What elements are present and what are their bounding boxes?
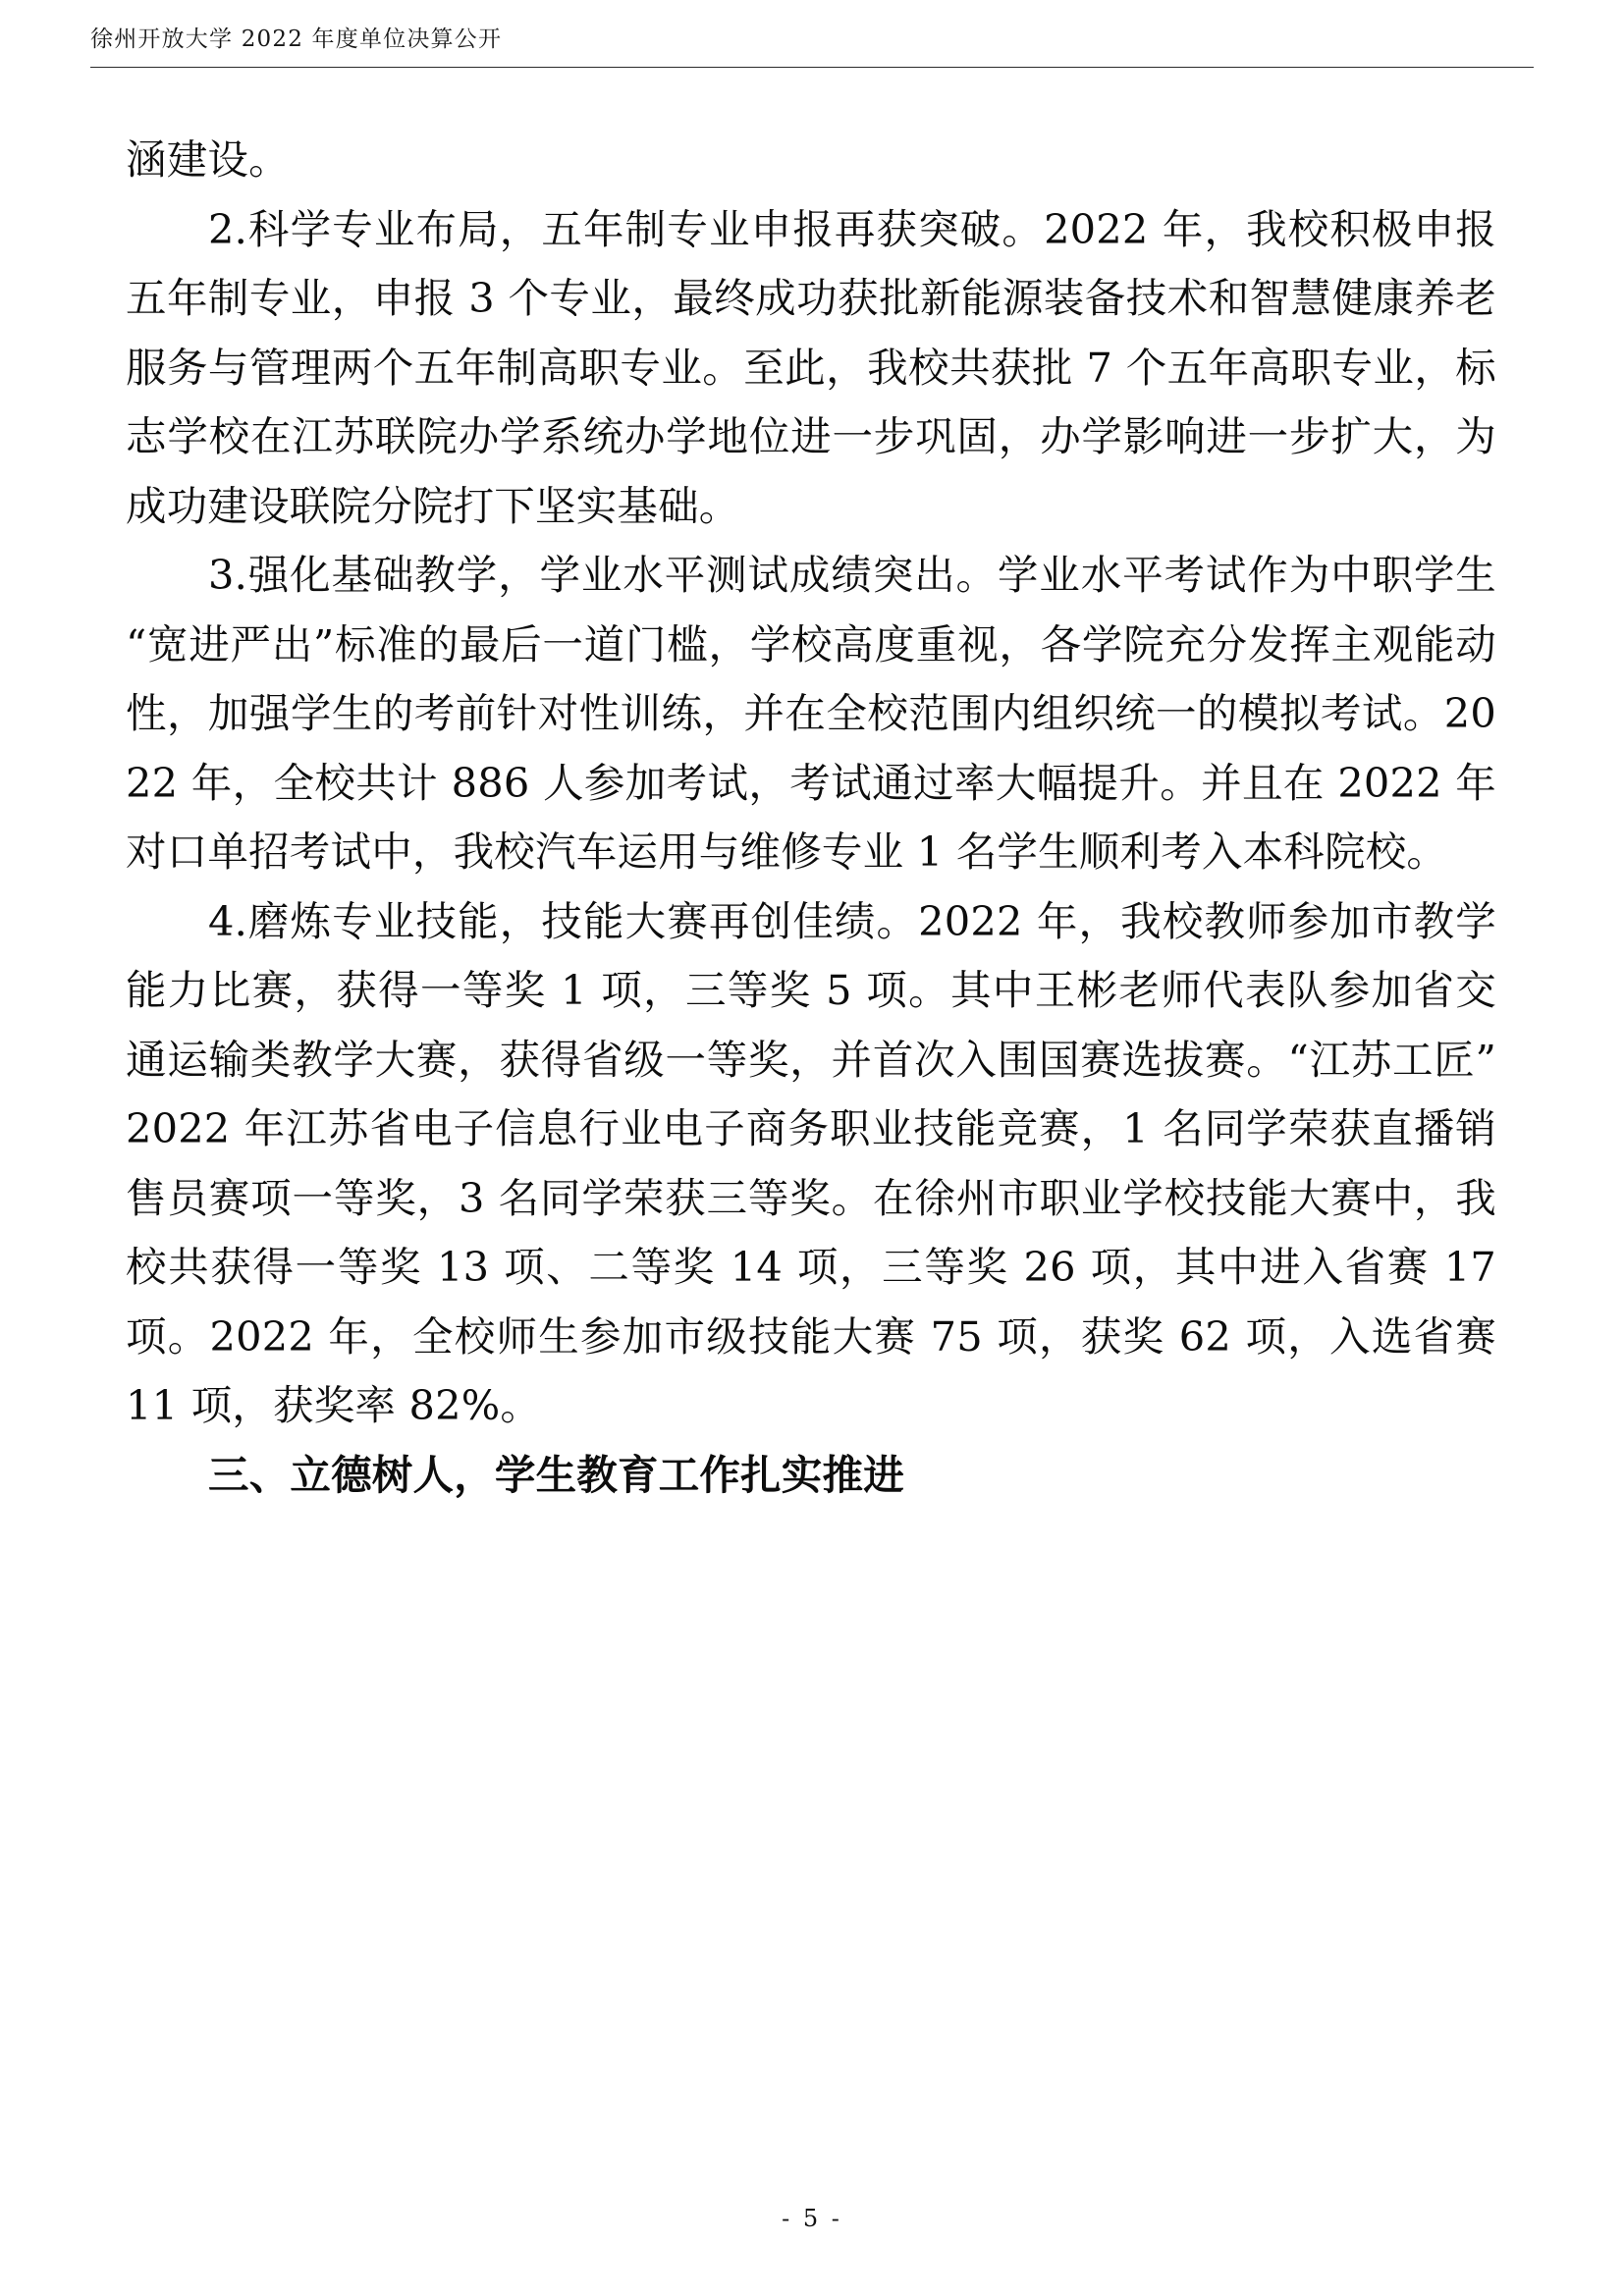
paragraph-section-3-heading: 三、立德树人，学生教育工作扎实推进	[208, 1450, 904, 1499]
header-divider	[90, 67, 1534, 68]
page-footer	[0, 2205, 1624, 2232]
paragraph-item-2-majors: 2.科学专业布局，五年制专业申报再获突破。2022 年，我校积极申报五年制专业，申报 3 个专业，最终成功获批新能源装备技术和智慧健康养老服务与管理两个五年制高职专业。至此，我校共获批 7 个五年高职专业，标志学校在江苏联院办学系统办学地位进一步巩固，办学影响进一步扩大，为成功建设联院分院打下坚实基础。	[126, 204, 1496, 530]
running-header	[90, 26, 1534, 64]
paragraph-item-4-skills-competition: 4.磨炼专业技能，技能大赛再创佳绩。2022 年，我校教师参加市教学能力比赛，获得一等奖 1 项，三等奖 5 项。其中王彬老师代表队参加省交通运输类教学大赛，获得省级一等奖，并首次入围国赛选拔赛。“江苏工匠”2022 年江苏省电子信息行业电子商务职业技能竞赛，1 名同学荣获直播销售员赛项一等奖，3 名同学荣获三等奖。在徐州市职业学校技能大赛中，我校共获得一等奖 13 项、二等奖 14 项，三等奖 26 项，其中进入省赛 17 项。2022 年，全校师生参加市级技能大赛 75 项，获奖 62 项，入选省赛 11 项，获奖率 82%。	[126, 896, 1496, 1429]
header-title: 徐州开放大学 2022 年度单位决算公开	[90, 27, 503, 52]
paragraph-item-3-basic-teaching: 3.强化基础教学，学业水平测试成绩突出。学业水平考试作为中职学生“宽进严出”标准的最后一道门槛，学校高度重视，各学院充分发挥主观能动性，加强学生的考前针对性训练，并在全校范围内组织统一的模拟考试。2022 年，全校共计 886 人参加考试，考试通过率大幅提升。并且在 2022 年对口单招考试中，我校汽车运用与维修专业 1 名学生顺利考入本科院校。	[126, 551, 1496, 876]
document-body	[126, 126, 1496, 1510]
page-number: - 5 -	[782, 2205, 842, 2232]
paragraph-continued-line: 涵建设。	[126, 135, 290, 184]
